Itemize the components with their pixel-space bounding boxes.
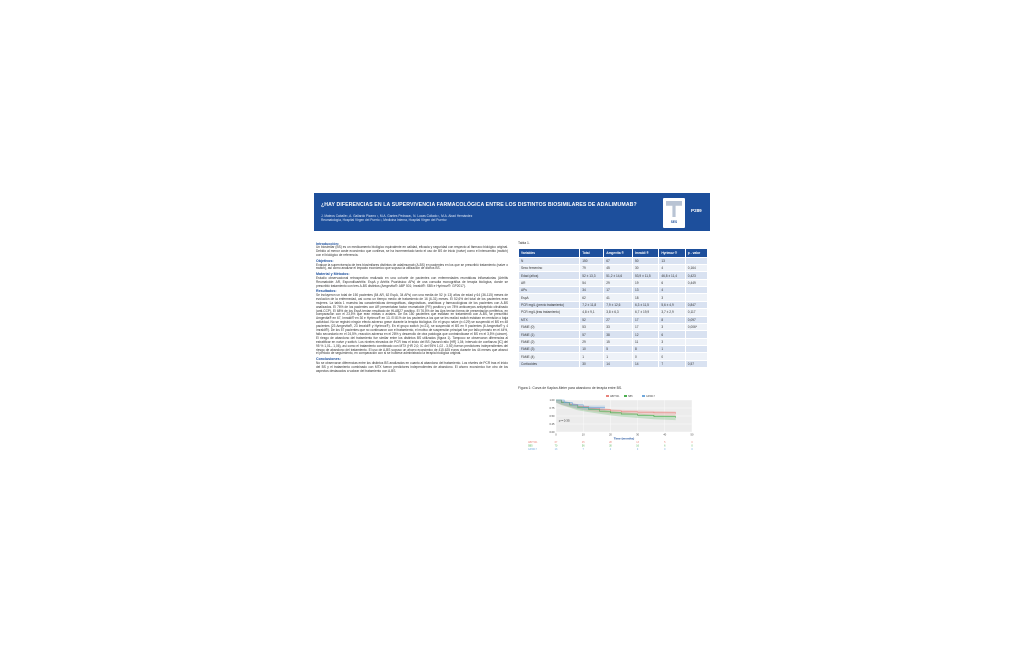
poster — [314, 193, 710, 475]
table-cell: 5 — [604, 346, 633, 353]
table-cell: 19 — [633, 279, 659, 286]
risk-value: 28 — [609, 441, 612, 444]
table-cell: 17 — [604, 287, 633, 294]
section-heading: Introducción: — [316, 241, 339, 246]
risk-value: 5 — [664, 441, 666, 444]
y-tick-label: 0.25 — [549, 423, 555, 426]
table-cell: 14 — [633, 360, 659, 367]
table-cell: 34 — [580, 287, 604, 294]
table-row — [519, 360, 708, 367]
km-chart — [524, 390, 694, 472]
table-caption: Tabla 1. — [518, 241, 530, 245]
x-tick-label: 50 — [690, 433, 694, 437]
table-cell: 33 — [604, 323, 633, 330]
table-cell: 51,2 ± 14,6 — [604, 272, 633, 279]
risk-value: 30 — [609, 444, 612, 448]
table-cell: Corticoides — [519, 360, 580, 367]
x-tick-label: 30 — [636, 433, 640, 437]
table-cell — [685, 338, 707, 345]
table-cell: 7,2 ± 11,8 — [580, 301, 604, 308]
table-row — [519, 272, 708, 279]
table-cell: 0,117 — [685, 309, 707, 316]
text-column — [316, 241, 508, 375]
table-row — [519, 264, 708, 271]
table-cell: 0,847 — [685, 301, 707, 308]
table-header-cell: Imraldi ® — [633, 249, 659, 258]
x-tick-label: 20 — [608, 433, 612, 437]
table-cell: Sexo femenino — [519, 264, 580, 271]
table-header-cell: Total — [580, 249, 604, 258]
table-cell: 62 — [580, 294, 604, 301]
table-cell: 13 — [633, 287, 659, 294]
table-row — [519, 309, 708, 316]
table-cell: 3 — [659, 338, 685, 345]
table-cell: 18 — [633, 294, 659, 301]
table-cell: 11 — [633, 338, 659, 345]
table-cell: 6,7 ± 19,9 — [633, 309, 659, 316]
km-chart-svg — [524, 390, 694, 472]
table-cell: 3,7 ± 2,9 — [659, 309, 685, 316]
table-cell: 17 — [633, 316, 659, 323]
legend-label: GP2017 — [646, 394, 655, 398]
table-cell: 150 — [580, 257, 604, 264]
risk-value: 16 — [636, 444, 639, 448]
society-logo — [663, 198, 685, 228]
risk-value: 45 — [581, 441, 585, 444]
table-body — [519, 257, 708, 368]
table-row — [519, 338, 708, 345]
poster-code: P289 — [691, 208, 702, 213]
table-cell: 52 — [580, 316, 604, 323]
table-cell: PCR mg/L(tras tratamiento) — [519, 309, 580, 316]
table-cell: FAME (1) — [519, 331, 580, 338]
table-cell: APs — [519, 287, 580, 294]
header-banner — [314, 193, 710, 231]
table-cell — [685, 257, 707, 264]
x-axis-label: Time (months) — [613, 436, 635, 441]
y-tick-label: 0.50 — [549, 415, 555, 418]
risk-value: 7 — [582, 447, 584, 451]
table-cell: 57 — [580, 331, 604, 338]
table-cell: 3 — [659, 294, 685, 301]
table-cell: 6 — [659, 331, 685, 338]
table-cell: 13 — [659, 257, 685, 264]
table-cell: 7,9 ± 12,6 — [604, 301, 633, 308]
table-row — [519, 301, 708, 308]
logo-text: SES — [670, 220, 678, 224]
table-cell: 17 — [633, 323, 659, 330]
table-cell: 0,164 — [685, 264, 707, 271]
table-cell: FAME (4) — [519, 353, 580, 360]
table-cell: 79 — [580, 264, 604, 271]
table-cell: 50 — [633, 257, 659, 264]
table-cell: FAME (2) — [519, 338, 580, 345]
section-text: Estudio observacional retrospectivo realizado en una cohorte de pacientes con enfermedades reumáticas inflamatorias (Artritis Reumatoide: AR, Espondiloartritis: EspA y Artritis Psoriásica: APs) de una consulta monográfica de terapia biológica, donde se prescribió tratamiento con tres A-BS distintos (Amgevita®: ABP 501; Imraldi®: SB5 e Hyrimoz®: GP2017). — [316, 275, 508, 288]
table-cell: 53,9 ± 11,5 — [633, 272, 659, 279]
section-text: Un biosimilar (BS) es un medicamento biológico equivalente en calidad, eficacia y seguridad con respecto al fármaco biológico original. Debido al menor coste económico que conlleva, se ha incrementado tanto el uso de BS de inicio (naive) como el intercambio (switch) con el biológico de referencia. — [316, 245, 508, 258]
table-cell: 6 — [659, 279, 685, 286]
table-cell: 0,449 — [685, 279, 707, 286]
x-tick-label: 10 — [581, 433, 585, 437]
x-tick-label: 0 — [555, 433, 557, 437]
table-cell: 29 — [604, 279, 633, 286]
table-header-row — [519, 249, 708, 258]
table-cell: 45 — [604, 264, 633, 271]
risk-value: 0 — [664, 447, 666, 451]
table-row — [519, 279, 708, 286]
risk-row-label: GP2017 — [528, 447, 537, 451]
table-cell: EspA — [519, 294, 580, 301]
table-cell: 4,8 ± 9,1 — [580, 309, 604, 316]
table-cell: PCR mg/L (previo tratamiento) — [519, 301, 580, 308]
table-cell — [685, 294, 707, 301]
authors: J. Mateos Caballe¹, A. Gallardo Pizarro ¹, M.A. Gantes Pedraza¹, N. Lucas Collado ¹, M.A. Abad Hernández — [321, 214, 473, 218]
table-cell: 52 ± 13,3 — [580, 272, 604, 279]
legend-label: SB5 — [628, 394, 633, 398]
risk-row-label: ABP 501 — [528, 441, 538, 444]
table-cell: 38 — [604, 331, 633, 338]
table-cell: 14 — [604, 360, 633, 367]
table-cell — [685, 353, 707, 360]
table-cell: 0,57 — [685, 360, 707, 367]
table-cell: 67 — [604, 257, 633, 264]
affiliation: Reumatología, Hospital Virgen del Puerto ¹, Medicina Interna, Hospital Virgen del Puerto² — [321, 218, 447, 222]
table-row — [519, 287, 708, 294]
table-cell: 4 — [659, 287, 685, 294]
p-value-annotation: p = 0.35 — [558, 418, 570, 423]
table-cell: 3,8 ± 6,3 — [604, 309, 633, 316]
legend-swatch — [606, 395, 609, 397]
table-header-cell: Variables — [519, 249, 580, 258]
table-row — [519, 331, 708, 338]
table-column — [518, 241, 710, 368]
table-cell: 1 — [659, 346, 685, 353]
risk-value: 67 — [554, 441, 558, 444]
risk-value: 13 — [636, 441, 639, 444]
table-cell: 30 — [633, 264, 659, 271]
section-text: Se incluyeron un total de 150 pacientes (54 AR, 62 EspA, 34 APs) con una media de 52 (± 13) años de edad y 64 (36-115) meses de evolución de la enfermedad, así como un tiempo medio de tratamiento de 16 (6-31) meses. El 52,6% del total de los pacientes eran mujeres. La tabla 1 muestra las características demográficas, diagnósticas, analíticas y farmacológicas de los pacientes con A-BS analizados. El 76% de los pacientes con AR presentaban factor reumatoide (FR) positivo y un 78% anticuerpos antipéptido citrulinado (anti-CCP). El 68% de los EspA tenían resultado de HLAB27 positivo. El 76,5% de las Aps tenían forma de presentación periférica, en comparación con el 23,5% que eran mixtas o axiales. De los 150 pacientes que estaban en tratamiento con A-BS, se prescribió Amgevita® en 67, Imraldi® en 30 e Hyrimoz® en 13. El 81% de los pacientes a los que se les realizó switch estaban en remisión o baja actividad. No se registró ningún efecto adverso grave durante la terapia biológica. En el grupo naive (n=129) se suspendió el BS en 48 pacientes (23 Amgevita®, 23 Imraldi® y Hyrimoz®). En el grupo switch (n=21), se suspendió el BS en 9 pacientes (6 Amgevita® y 4 Imraldi®). De los 57 pacientes que no continuaron con el tratamiento, el motivo de suspensión principal fue por fallo primario en el 44%, fallo secundario en el 24,5%, reacción adversa en el 28% y desarrollo de otra patología que contraindicase el BS en el 3,5% (cáncer). El riesgo de abandono del tratamiento fue similar entre los distintos BS utilizados (figura 1). Tampoco se observaron diferencias al estratificar en naive y switch. Los niveles elevados de PCR tras el inicio del BS (hazard ratio [HR] 1,04; intervalo de confianza [IC] del 95 % 1,01– 1,06), así como el tratamiento combinado con MTX (HR 2,0; IC del 95% 1,02 - 3,92) fueron predictores independientes del riesgo de abandono del tratamiento. El uso de A-BS supuso un ahorro económico de 415.625 euros durante los 44 meses que abarcó el periodo de seguimiento, en comparación con si se hubiese administrado la terapia biológica original. — [316, 292, 508, 356]
results-table — [518, 248, 708, 368]
table-cell: 3 — [659, 323, 685, 330]
poster-title: ¿HAY DIFERENCIAS EN LA SUPERVIVENCIA FARMACOLÓGICA ENTRE LOS DISTINTOS BIOSIMILARES DE ADALIMUMAB? — [321, 202, 637, 208]
authors-block — [321, 214, 571, 222]
risk-value: 6 — [664, 444, 666, 448]
table-row — [519, 323, 708, 330]
table-cell: 8 — [659, 316, 685, 323]
table-cell: 41 — [604, 294, 633, 301]
table-cell: 0,097 — [685, 316, 707, 323]
table-row — [519, 316, 708, 323]
risk-value: 70 — [554, 444, 558, 448]
table-cell — [685, 287, 707, 294]
risk-value: 13 — [554, 447, 558, 451]
table-cell: 1 — [580, 353, 604, 360]
table-cell: 6,3 ± 11,5 — [633, 301, 659, 308]
table-cell: 0,006* — [685, 323, 707, 330]
table-cell: FAME (3) — [519, 346, 580, 353]
table-cell: 8 — [633, 346, 659, 353]
table-row — [519, 257, 708, 264]
table-cell: AR — [519, 279, 580, 286]
figure-caption: Figura 1: Curva de Kaplan-Meier para abandono de terapia entre BS. — [518, 386, 623, 390]
table-cell: 53 — [580, 323, 604, 330]
y-tick-label: 0.75 — [549, 407, 555, 410]
table-cell: 0 — [633, 353, 659, 360]
table-cell: 0 — [659, 353, 685, 360]
table-cell: 1 — [604, 353, 633, 360]
risk-row-label: SB5 — [528, 444, 533, 448]
table-cell: 4 — [659, 264, 685, 271]
y-tick-label: 1.00 — [549, 399, 555, 402]
section-text: Evaluar la supervivencia de tres biosimilares distintos de adalimumab (A-BS) en pacientes en los que se prescribió tratamiento (naive o switch), así como analizar el impacto económico que supuso la utilización de dichos BS. — [316, 262, 508, 271]
table-cell: 12 — [633, 331, 659, 338]
table-cell: 15 — [604, 338, 633, 345]
x-tick-label: 40 — [663, 433, 667, 437]
risk-value: 0 — [691, 441, 693, 444]
section-heading: Conclusiones: — [316, 356, 341, 361]
y-tick-label: 0.00 — [549, 431, 555, 434]
section-text: No se observaron diferencias entre los distintos BS analizados en cuanto al abandono del tratamiento. Los niveles de PCR tras el inicio del BS y el tratamiento combinado con MTX fueron predictores independientes de abandono. El ahorro económico fue otro de los aspectos destacados a valorar del tratamiento con A-BS. — [316, 360, 508, 373]
section-heading: Resultados: — [316, 288, 337, 293]
risk-value: 0 — [691, 444, 693, 448]
table-cell: 7 — [659, 360, 685, 367]
legend-swatch — [642, 395, 645, 397]
table-header-cell: p - valor — [685, 249, 707, 258]
table-cell: 27 — [604, 316, 633, 323]
legend-swatch — [624, 395, 627, 397]
logo-emblem-icon — [666, 201, 682, 217]
table-header-cell: Hyrimoz ® — [659, 249, 685, 258]
table-cell: 29 — [580, 338, 604, 345]
table-header-cell: Amgevita ® — [604, 249, 633, 258]
table-cell — [685, 346, 707, 353]
section-heading: Objetivos: — [316, 258, 334, 263]
table-row — [519, 346, 708, 353]
risk-value: 0 — [691, 447, 693, 451]
table-cell: 54 — [580, 279, 604, 286]
table-cell: MTX — [519, 316, 580, 323]
table-cell: 10 — [580, 346, 604, 353]
table-row — [519, 294, 708, 301]
table-cell: N — [519, 257, 580, 264]
table-cell: 30 — [580, 360, 604, 367]
table-cell: 0,423 — [685, 272, 707, 279]
legend-label: ABP 501 — [610, 394, 620, 398]
table-cell: 5,6 ± 4,9 — [659, 301, 685, 308]
risk-value: 2 — [609, 447, 612, 451]
risk-value: 56 — [581, 444, 585, 448]
table-cell: FAME (0) — [519, 323, 580, 330]
risk-value: 0 — [636, 447, 639, 451]
table-row — [519, 353, 708, 360]
section-heading: Material y Métodos: — [316, 271, 350, 276]
table-cell: 46,8 ± 11,4 — [659, 272, 685, 279]
table-cell — [685, 331, 707, 338]
table-cell: Edad (años) — [519, 272, 580, 279]
